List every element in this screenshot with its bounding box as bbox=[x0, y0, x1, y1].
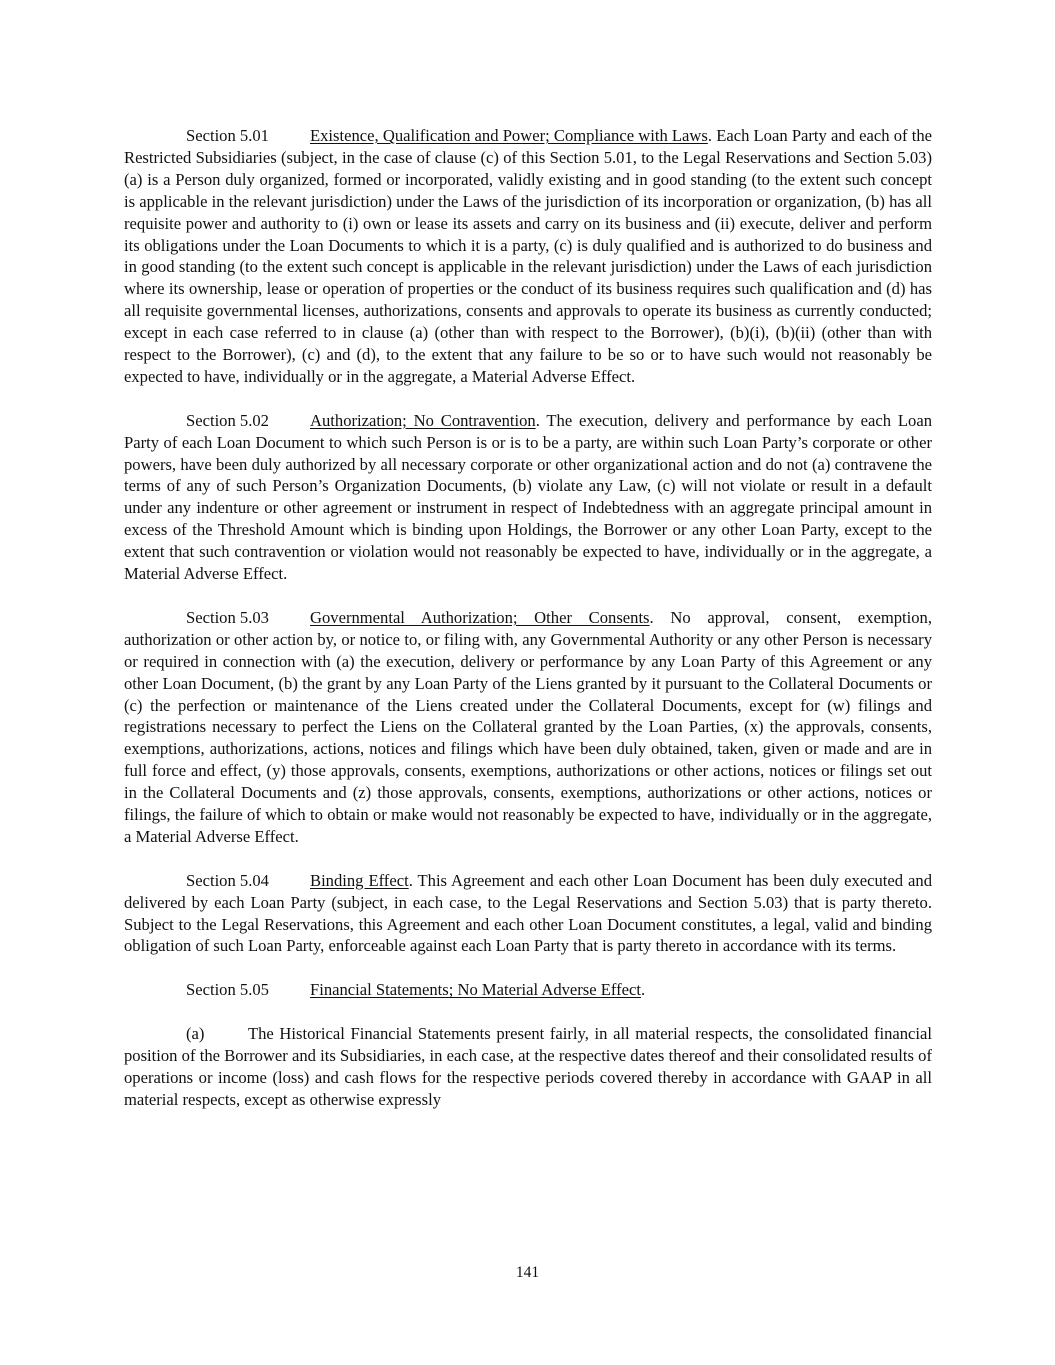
section-5-01 bbox=[124, 125, 932, 388]
section-5-05 bbox=[124, 979, 932, 1001]
section-title: Authorization; No Contravention bbox=[310, 410, 536, 430]
clause-a bbox=[124, 1023, 932, 1111]
page-number: 141 bbox=[515, 1264, 540, 1281]
section-number: Section 5.04 bbox=[186, 870, 269, 890]
section-5-02 bbox=[124, 410, 932, 585]
section-number: Section 5.02 bbox=[186, 410, 269, 430]
section-5-03 bbox=[124, 607, 932, 848]
section-body: . The execution, delivery and performance by each Loan Party of each Loan Document to which such Person is or is to be a party, are within such Loan Party’s corporate or other powers, have been duly authorized by all necessary corporate or other organizational action and do not (a) contravene the terms of any of such Person’s Organization Documents, (b) violate any Law, (c) will not violate or result in a default under any indenture or other agreement or instrument in respect of Indebtedness with an aggregate principal amount in excess of the Threshold Amount which is binding upon Holdings, the Borrower or any other Loan Party, except to the extent that such contravention or violation would not reasonably be expected to have, individually or in the aggregate, a Material Adverse Effect. bbox=[124, 410, 932, 584]
section-number: Section 5.03 bbox=[186, 607, 269, 627]
section-number: Section 5.01 bbox=[186, 126, 269, 145]
section-5-04 bbox=[124, 870, 932, 958]
clause-label: (a) bbox=[186, 1024, 205, 1044]
section-body: . Each Loan Party and each of the Restricted Subsidiaries (subject, in the case of clause (c) of this Section 5.01, to the Legal Reservations and Section 5.03) (a) is a Person duly organized, formed or incorporated, validly existing and in good standing (to the extent such concept is applicable in the relevant jurisdiction) under the Laws of the jurisdiction of its incorporation or organization, (b) has all requisite power and authority to (i) own or lease its assets and carry on its business and (ii) execute, deliver and perform its obligations under the Loan Documents to which it is a party, (c) is duly qualified and is authorized to do business and in good standing (to the extent such concept is applicable in the relevant jurisdiction) under the Laws of each jurisdiction where its ownership, lease or operation of properties or the conduct of its business requires such qualification and (d) has all requisite governmental licenses, authorizations, consents and approvals to operate its business as currently conducted; except in each case referred to in clause (a) (other than with respect to the Borrower), (b)(i), (b)(ii) (other than with respect to the Borrower), (c) and (d), to the extent that any failure to be so or to have such would not reasonably be expected to have, individually or in the aggregate, a Material Adverse Effect. bbox=[124, 126, 933, 386]
section-body: . This Agreement and each other Loan Document has been duly executed and delivered by each Loan Party (subject, in each case, to the Legal Reservations and Section 5.03) that is party thereto. Subject to the Legal Reservations, this Agreement and each other Loan Document constitutes, a legal, valid and binding obligation of such Loan Party, enforceable against each Loan Party that is party thereto in accordance with its terms. bbox=[124, 870, 932, 956]
section-body: . No approval, consent, exemption, authorization or other action by, or notice to, or filing with, any Governmental Authority or any other Person is necessary or required in connection with (a) the execution, delivery or performance by any Loan Party of this Agreement or any other Loan Document, (b) the grant by any Loan Party of the Liens granted by it pursuant to the Collateral Documents or (c) the perfection or maintenance of the Liens created under the Collateral Documents, except for (w) filings and registrations necessary to perfect the Liens on the Collateral granted by the Loan Parties, (x) the approvals, consents, exemptions, authorizations, actions, notices and filings which have been duly obtained, taken, given or made and are in full force and effect, (y) those approvals, consents, exemptions, authorizations or other actions, notices or filings set out in the Collateral Documents and (z) those approvals, consents, exemptions, authorizations or other actions, notices or filings, the failure of which to obtain or make would not reasonably be expected to have, individually or in the aggregate, a Material Adverse Effect. bbox=[124, 607, 933, 846]
document-body bbox=[124, 125, 932, 1133]
section-body: . bbox=[641, 980, 646, 1000]
section-title: Existence, Qualification and Power; Compliance with Laws bbox=[310, 126, 708, 145]
section-title: Binding Effect bbox=[310, 870, 409, 890]
section-title: Financial Statements; No Material Adverse Effect bbox=[310, 980, 642, 1000]
section-number: Section 5.05 bbox=[186, 980, 269, 1000]
section-title: Governmental Authorization; Other Consents bbox=[310, 607, 650, 627]
clause-text: The Historical Financial Statements present fairly, in all material respects, the consolidated financial position of the Borrower and its Subsidiaries, in each case, at the respective dates thereof and their consolidated results of operations or income (loss) and cash flows for the respective periods covered thereby in accordance with GAAP in all material respects, except as otherwise expressly bbox=[124, 1024, 932, 1109]
